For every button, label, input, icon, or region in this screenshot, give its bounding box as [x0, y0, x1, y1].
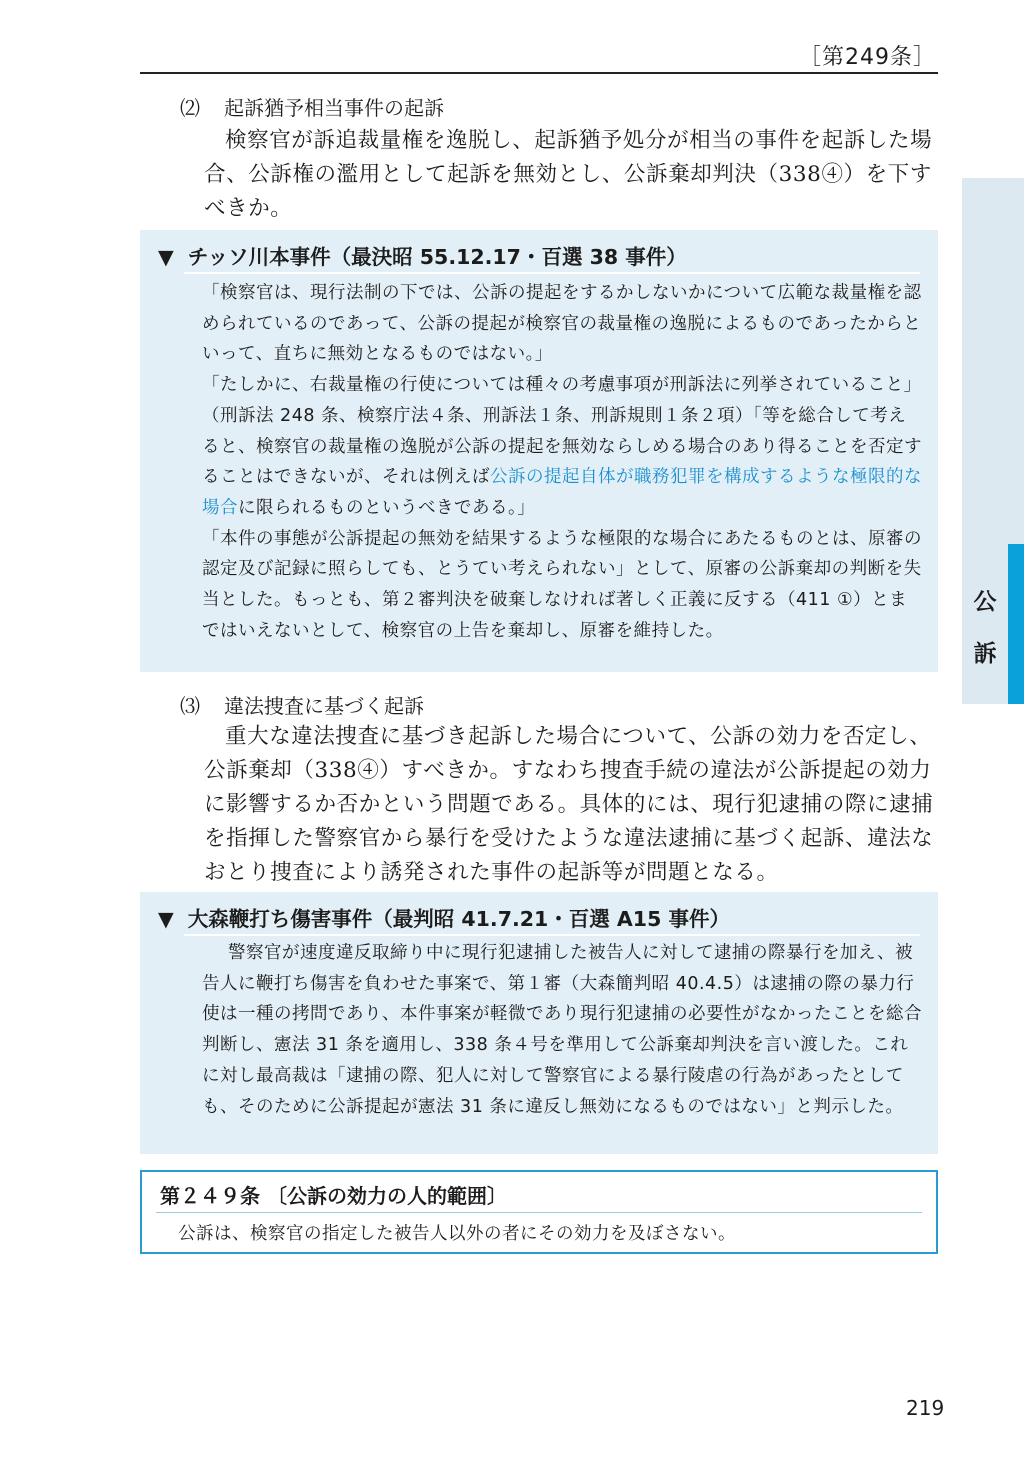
page-number: 219: [906, 1396, 945, 1420]
side-index-accent: [1008, 544, 1024, 704]
article-text: 公訴は、検察官の指定した被告人以外の者にその効力を及ぼさない。: [178, 1224, 736, 1244]
case-summary: 警察官が速度違反取締り中に現行犯逮捕した被告人に対して逮捕の際暴行を加え、被告人に鞭打ち傷害を負わせた事案で、第１審（大森簡判昭 40.4.5）は逮捕の際の暴力行使は一種の拷問であり、本件事案が軽微であり現行犯逮捕の必要性がなかったことを総合判断し、憲法 31 条を適用し、338 条４号を準用して公訴棄却判決を言い渡した。これに対し最高裁は「逮捕の際、犯人に対して警察官による暴行陵虐の行為があったとしても、そのために公訴提起が憲法 31 条に違反し無効になるものではない」と判示した。: [202, 943, 922, 1117]
section-heading: [180, 92, 444, 121]
case-title: [158, 240, 687, 270]
case-box: [140, 892, 938, 1154]
side-index-char: 公: [973, 589, 997, 615]
case-quote: 「本件の事態が公訴提起の無効を結果するような極限的な場合にあたるものとは、原審の認定及び記録に照らしても、とうてい考えられない」として、原審の公訴棄却の判断を失当とした。もっとも、第２審判決を破棄しなければ著しく正義に反する（411 ①）とまではいえないとして、検察官の上告を棄却し、原審を維持した。: [202, 528, 922, 641]
case-body: [202, 278, 922, 646]
case-box: [140, 230, 938, 672]
section-paragraph: 検察官が訴追裁量権を逸脱し、起訴猶予処分が相当の事件を起訴した場合、公訴権の濫用として起訴を無効とし、公訴棄却判決（338④）を下すべきか。: [204, 128, 933, 221]
case-title-text: チッソ川本事件（最決昭 55.12.17・百選 38 事件）: [187, 245, 687, 269]
case-title-rule: [184, 272, 920, 274]
side-index-label: [962, 576, 1008, 680]
case-title: [158, 902, 730, 932]
triangle-marker-icon: ▼: [158, 907, 174, 931]
article-rule: [156, 1212, 922, 1213]
section-title: 起訴猶予相当事件の起訴: [224, 96, 444, 120]
article-title: 第２４９条 〔公訴の効力の人的範囲〕: [160, 1184, 507, 1208]
case-body: [202, 938, 922, 1122]
section-number: ⑶: [180, 694, 200, 718]
case-quote: [202, 370, 922, 524]
side-index-char: 訴: [973, 641, 997, 667]
case-quote-text: に限られるものというべきである。」: [238, 497, 536, 518]
case-quote-text: 「たしかに、右裁量権の行使については種々の考慮事項が刑訴法に列挙されていること」（刑訴法 248 条、検察庁法４条、刑訴法１条、刑訴規則１条２項）「等を総合して考えると、検察官の裁量権の逸脱が公訴の提起を無効ならしめる場合のあり得ることを否定することはできないが、それは例えば: [202, 375, 922, 488]
case-title-text: 大森鞭打ち傷害事件（最判昭 41.7.21・百選 A15 事件）: [187, 907, 730, 931]
case-quote: 「検察官は、現行法制の下では、公訴の提起をするかしないかについて広範な裁量権を認められているのであって、公訴の提起が検察官の裁量権の逸脱によるものであったからといって、直ちに無効となるものではない。」: [202, 283, 922, 365]
section-paragraph: 重大な違法捜査に基づき起訴した場合について、公訴の効力を否定し、公訴棄却（338④）すべきか。すなわち捜査手続の違法が公訴提起の効力に影響するか否かという問題である。具体的には、現行犯逮捕の際に逮捕を指揮した警察官から暴行を受けたような違法逮捕に基づく起訴、違法なおとり捜査により誘発された事件の起訴等が問題となる。: [204, 724, 934, 885]
triangle-marker-icon: ▼: [158, 245, 174, 269]
article-box: [140, 1170, 938, 1254]
case-title-rule: [184, 934, 920, 936]
section-number: ⑵: [180, 96, 200, 120]
header-rule: [140, 72, 938, 74]
highlighted-text: 公訴の提起自体が職務犯罪を構成するような極限的な場合: [202, 467, 922, 518]
section-title: 違法捜査に基づく起訴: [224, 694, 424, 718]
section-heading: [180, 690, 424, 719]
running-header-section: ［第249条］: [799, 45, 936, 70]
